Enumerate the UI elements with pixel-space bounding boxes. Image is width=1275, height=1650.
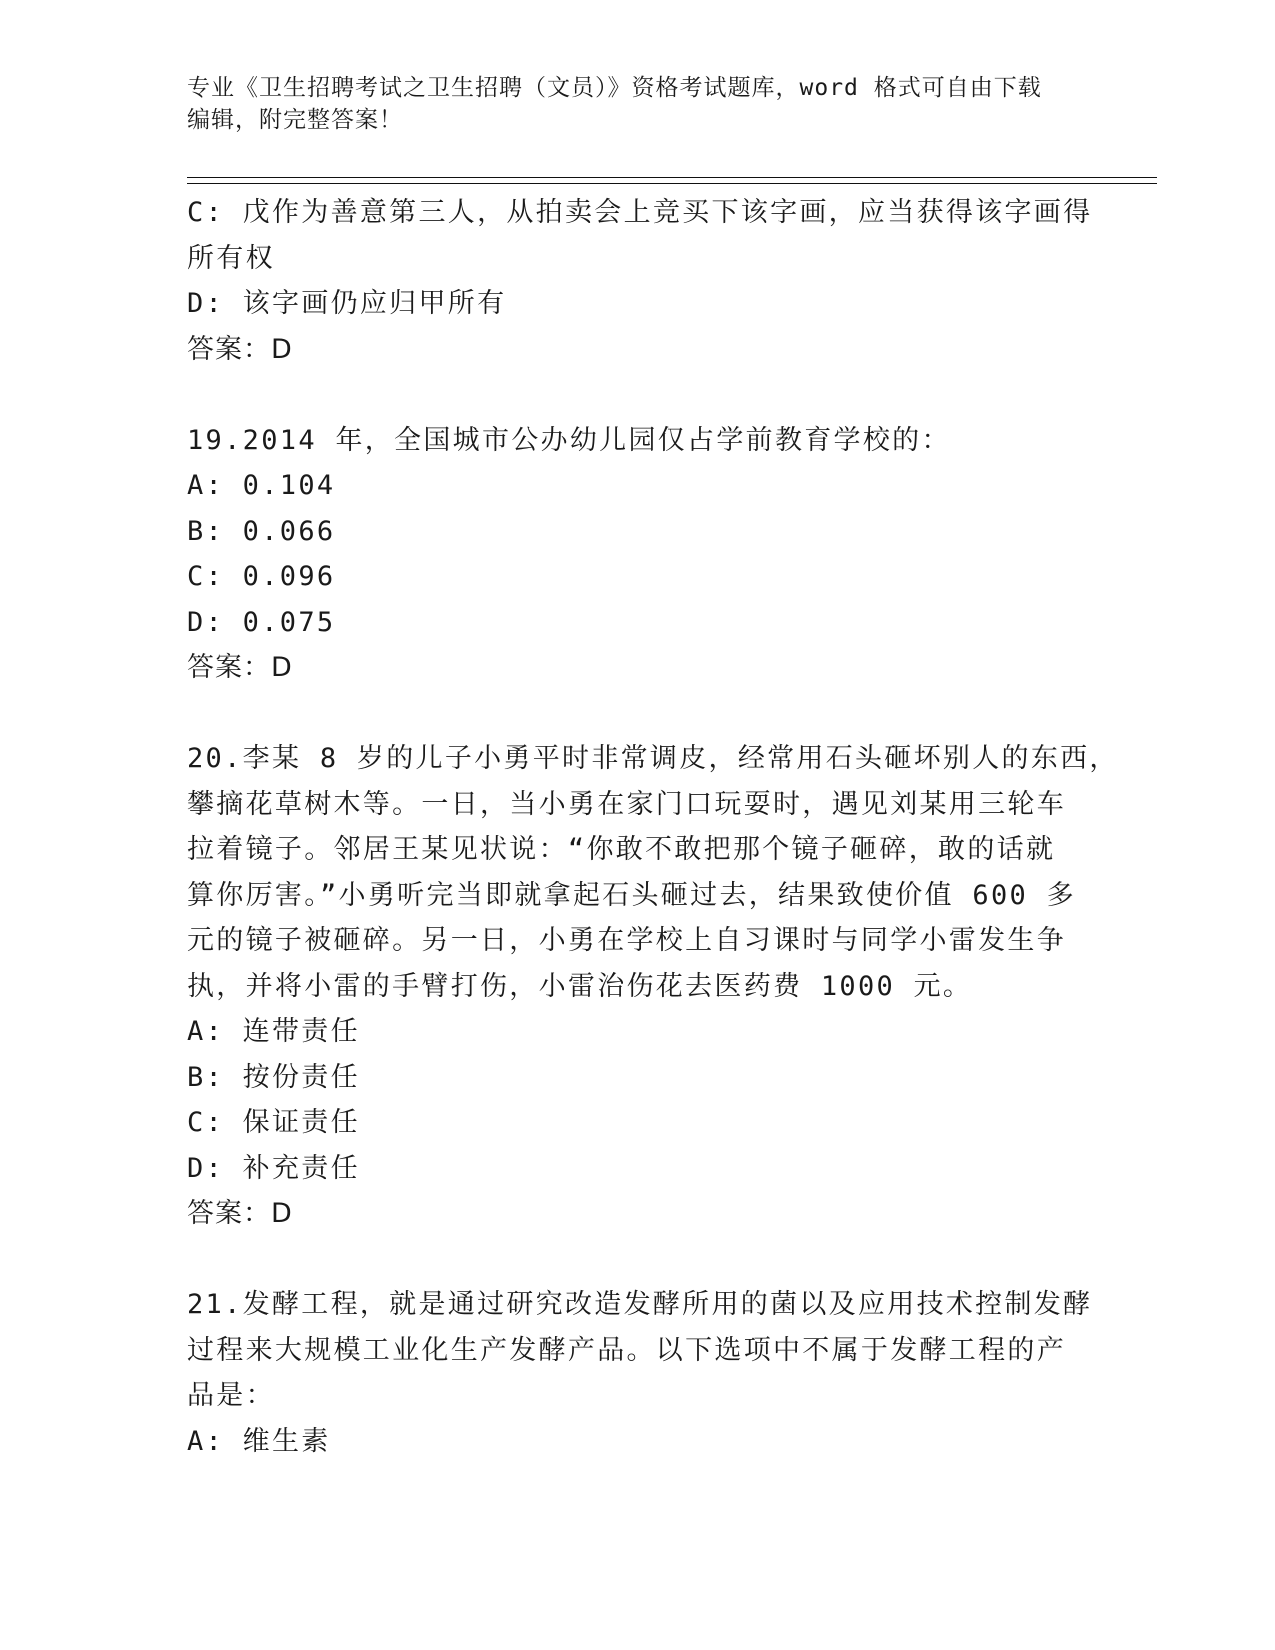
header-rule-bottom: [187, 183, 1157, 184]
option-c: C: 保证责任: [187, 1107, 360, 1138]
question-stem-line: 元的镜子被砸碎。另一日，小勇在学校上自习课时与同学小雷发生争: [187, 925, 1066, 956]
option-a: A: 0.104: [187, 470, 336, 501]
question-stem-line: 攀摘花草树木等。一日，当小勇在家门口玩耍时，遇见刘某用三轮车: [187, 788, 1066, 820]
option-d: D: 补充责任: [187, 1152, 360, 1184]
option-c-line-1: C: 戊作为善意第三人，从拍卖会上竞买下该字画，应当获得该字画得: [187, 197, 1093, 228]
question-stem-line: 品是：: [187, 1380, 275, 1411]
header-title-line-2: 编辑，附完整答案！: [187, 107, 403, 133]
question-stem-line: 21.发酵工程，就是通过研究改造发酵所用的菌以及应用技术控制发酵: [187, 1289, 1093, 1320]
option-d: D: 该字画仍应归甲所有: [187, 288, 507, 319]
question-21: [187, 1282, 1093, 1464]
question-stem-line: 20.李某 8 岁的儿子小勇平时非常调皮，经常用石头砸坏别人的东西，: [187, 743, 1119, 774]
question-stem-line: 算你厉害。”小勇听完当即就拿起石头砸过去，结果致使价值 600 多: [187, 879, 1076, 911]
question-20: [187, 736, 1119, 1237]
option-a: A: 连带责任: [187, 1016, 360, 1047]
document-header: [187, 72, 1067, 136]
question-stem-line: 过程来大规模工业化生产发酵产品。以下选项中不属于发酵工程的产: [187, 1334, 1066, 1366]
option-b: B: 按份责任: [187, 1061, 360, 1093]
question-content: [187, 190, 1119, 1464]
option-d: D: 0.075: [187, 606, 336, 638]
question-stem: 19.2014 年，全国城市公办幼儿园仅占学前教育学校的：: [187, 424, 951, 456]
option-c: C: 0.096: [187, 561, 336, 592]
option-a: A: 维生素: [187, 1425, 331, 1457]
option-c-line-2: 所有权: [187, 242, 275, 274]
answer: 答案：D: [187, 333, 293, 365]
header-rule-top: [187, 177, 1157, 178]
question-18-tail: [187, 190, 1093, 372]
answer: 答案：D: [187, 652, 293, 683]
option-b: B: 0.066: [187, 515, 336, 547]
question-stem-line: 执，并将小雷的手臂打伤，小雷治伤花去医药费 1000 元。: [187, 970, 973, 1002]
header-title-line-1: 专业《卫生招聘考试之卫生招聘（文员）》资格考试题库，word 格式可自由下载: [187, 75, 1042, 101]
question-19: [187, 418, 1087, 691]
question-stem-line: 拉着镜子。邻居王某见状说：“你敢不敢把那个镜子砸碎，敢的话就: [187, 834, 1056, 865]
answer: 答案：D: [187, 1198, 293, 1229]
